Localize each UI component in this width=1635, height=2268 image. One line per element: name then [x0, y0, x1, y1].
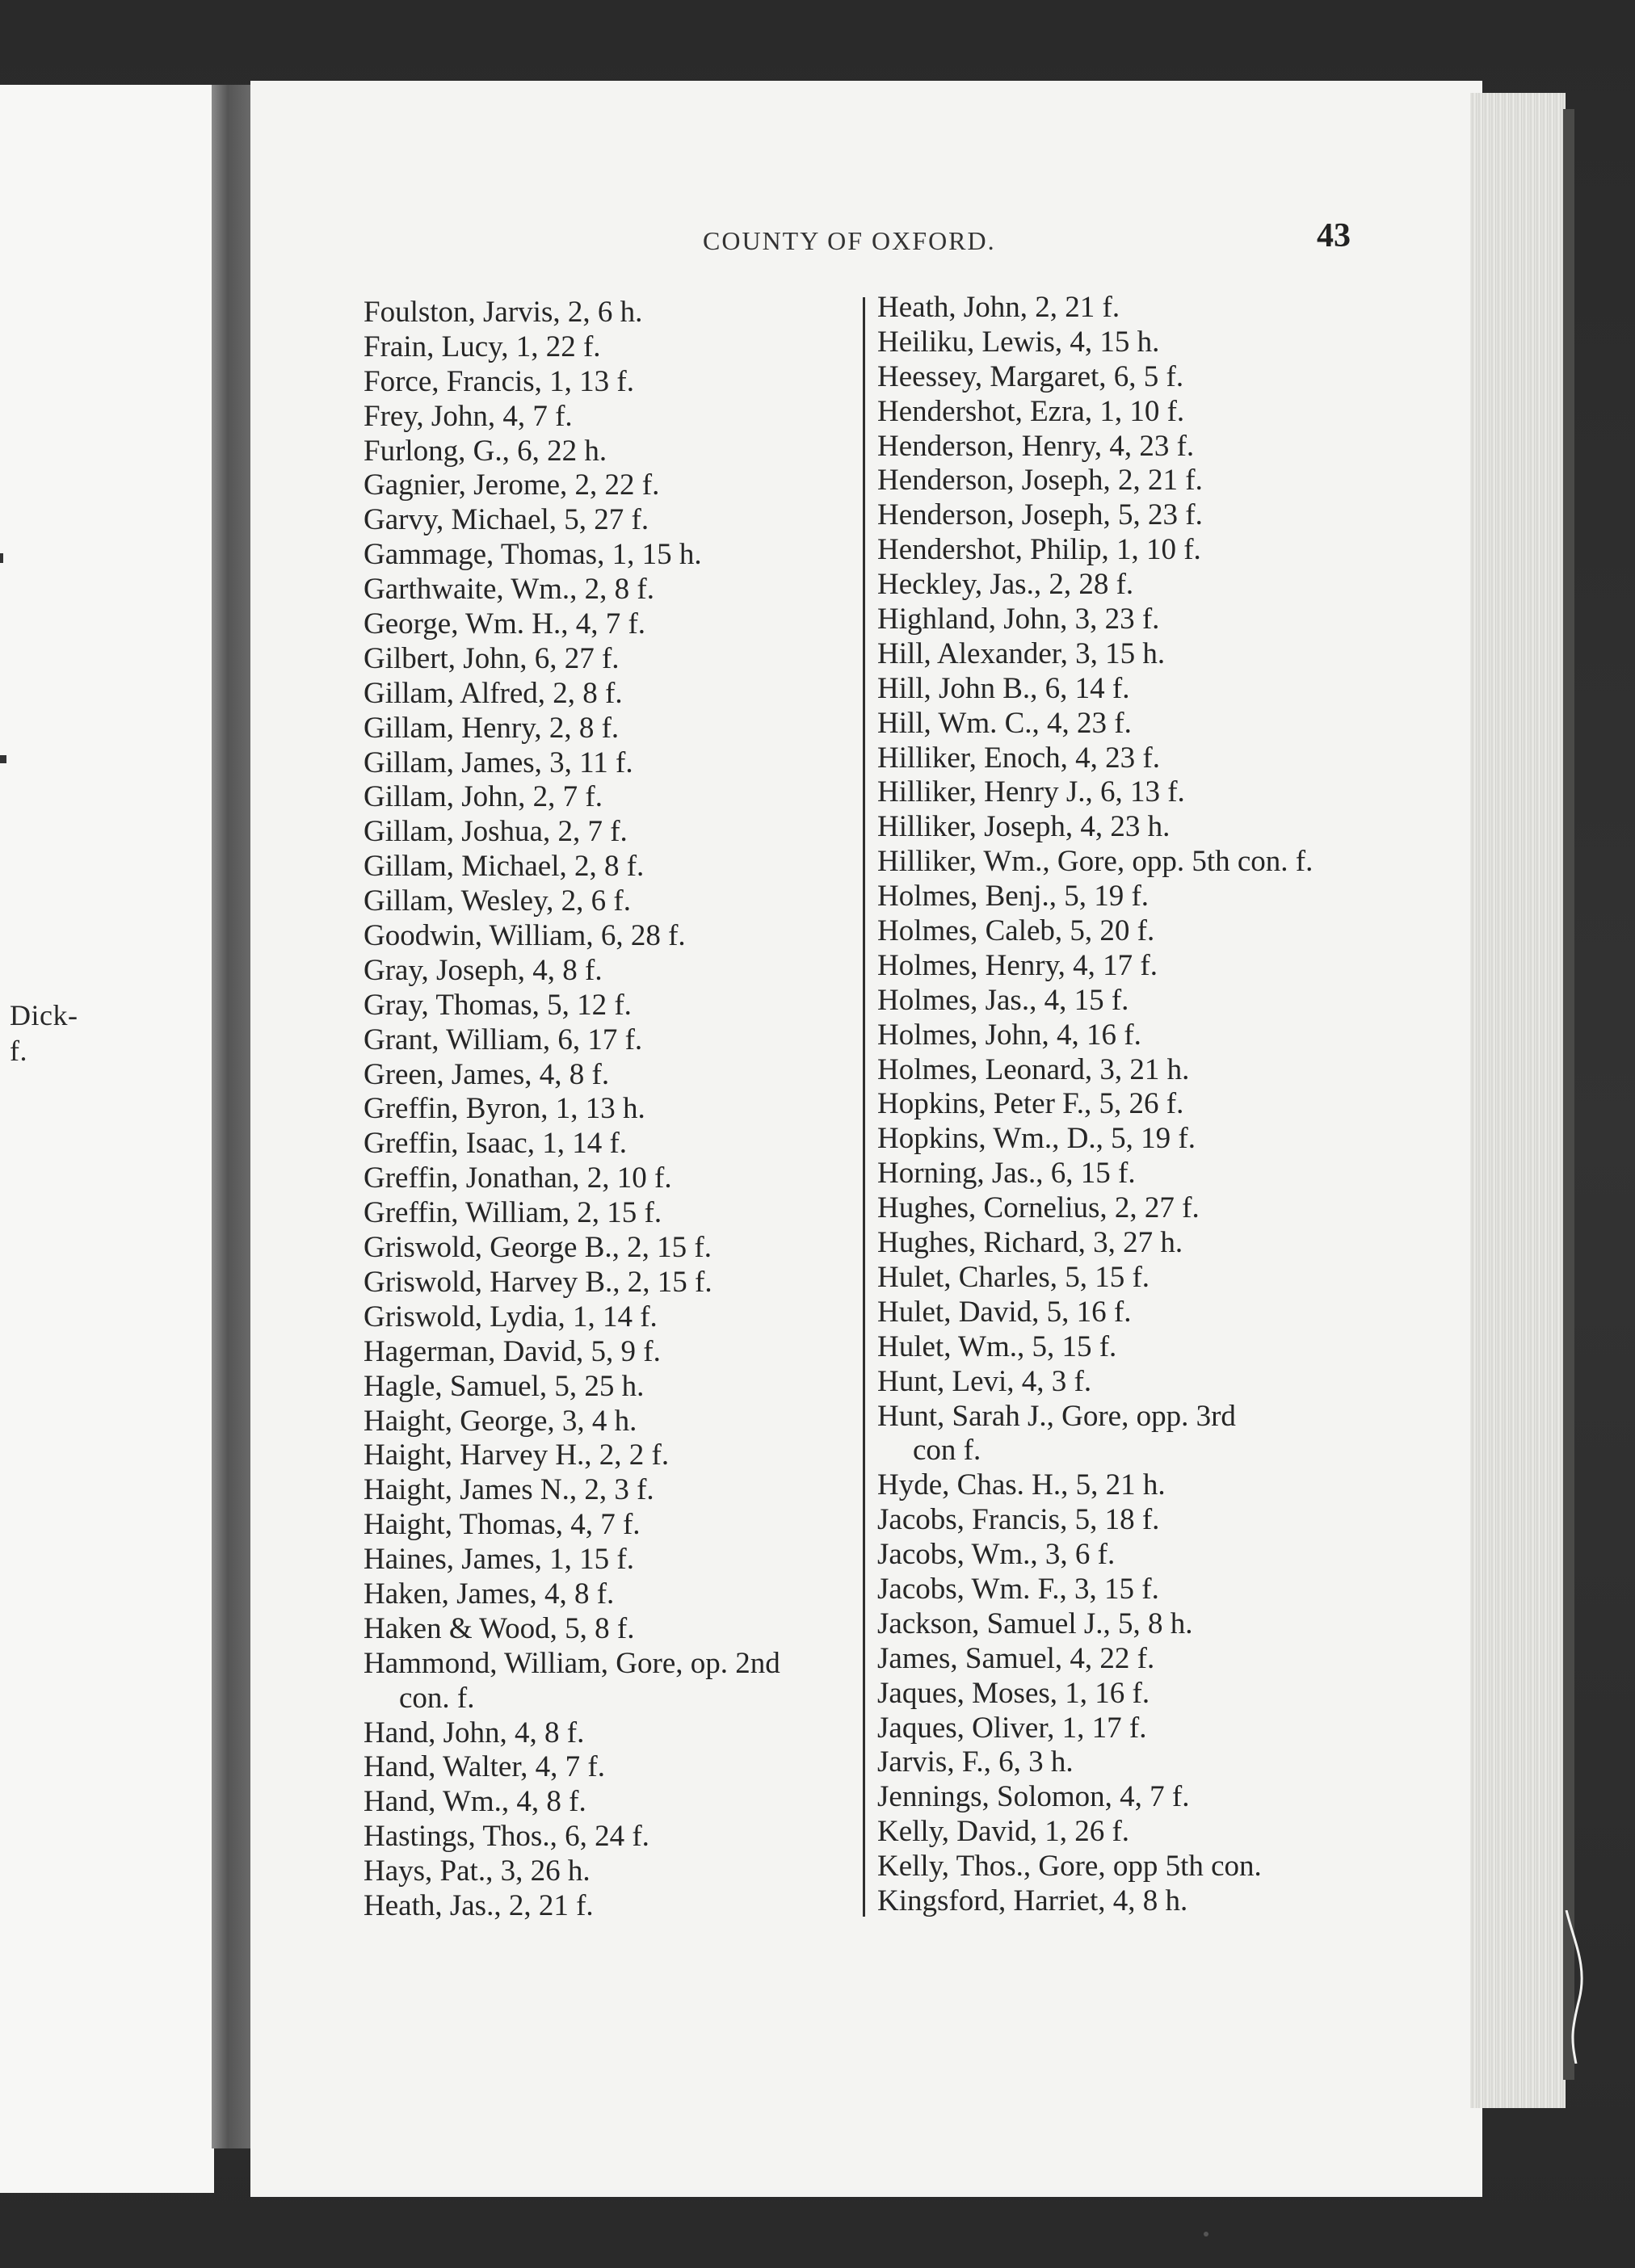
- directory-entry: Gillam, Michael, 2, 8 f.: [364, 850, 645, 884]
- directory-entry: Griswold, Harvey B., 2, 15 f.: [364, 1265, 712, 1299]
- directory-entry: Force, Francis, 1, 13 f.: [364, 364, 634, 398]
- ink-mark: [0, 755, 6, 763]
- directory-entry: Haight, Thomas, 4, 7 f.: [364, 1508, 641, 1542]
- directory-entry: Griswold, Lydia, 1, 14 f.: [364, 1300, 658, 1334]
- directory-entry: Heessey, Margaret, 6, 5 f.: [877, 359, 1184, 393]
- directory-entry: Hilliker, Wm., Gore, opp. 5th con. f.: [877, 845, 1313, 879]
- directory-entry: Hendershot, Philip, 1, 10 f.: [877, 533, 1201, 567]
- directory-entry: Gilbert, John, 6, 27 f.: [364, 641, 620, 675]
- directory-entry: Grant, William, 6, 17 f.: [364, 1023, 643, 1056]
- directory-entry: Hopkins, Peter F., 5, 26 f.: [877, 1087, 1184, 1121]
- directory-entry: Holmes, Leonard, 3, 21 h.: [877, 1052, 1190, 1086]
- directory-entry: Hulet, Charles, 5, 15 f.: [877, 1260, 1150, 1294]
- directory-entry: Hill, Alexander, 3, 15 h.: [877, 636, 1166, 670]
- directory-entry: Heckley, Jas., 2, 28 f.: [877, 568, 1134, 602]
- directory-entry: Hendershot, Ezra, 1, 10 f.: [877, 394, 1185, 428]
- directory-entry: Hand, Walter, 4, 7 f.: [364, 1750, 605, 1784]
- directory-entry: Hyde, Chas. H., 5, 21 h.: [877, 1468, 1166, 1502]
- directory-entry: Gillam, James, 3, 11 f.: [364, 746, 633, 779]
- directory-entry: Gagnier, Jerome, 2, 22 f.: [364, 468, 660, 502]
- directory-entry: Greffin, Byron, 1, 13 h.: [364, 1092, 645, 1126]
- directory-entry: Heiliku, Lewis, 4, 15 h.: [877, 325, 1160, 359]
- left-page-text-fragment: f.: [10, 1035, 27, 1067]
- directory-entry: Hunt, Levi, 4, 3 f.: [877, 1364, 1092, 1398]
- directory-entry: Jacobs, Wm. F., 3, 15 f.: [877, 1572, 1159, 1606]
- book-gutter: [212, 85, 252, 2148]
- directory-column-left: [364, 296, 848, 1924]
- directory-entry: Hill, Wm. C., 4, 23 f.: [877, 706, 1132, 740]
- directory-entry: Holmes, Caleb, 5, 20 f.: [877, 914, 1155, 948]
- page-header: [250, 216, 1482, 265]
- directory-entry: Hunt, Sarah J., Gore, opp. 3rd: [877, 1399, 1236, 1433]
- column-divider: [863, 297, 865, 1917]
- directory-entry: Hulet, Wm., 5, 15 f.: [877, 1329, 1117, 1363]
- directory-entry: Holmes, Benj., 5, 19 f.: [877, 880, 1150, 914]
- directory-entry: Gillam, Joshua, 2, 7 f.: [364, 815, 628, 849]
- running-title: COUNTY OF OXFORD.: [703, 226, 996, 255]
- directory-entry: Garvy, Michael, 5, 27 f.: [364, 503, 649, 537]
- directory-entry: Holmes, John, 4, 16 f.: [877, 1018, 1141, 1052]
- directory-entry: Gray, Thomas, 5, 12 f.: [364, 988, 632, 1022]
- directory-entry: Hilliker, Enoch, 4, 23 f.: [877, 741, 1160, 775]
- directory-entry: Hagle, Samuel, 5, 25 h.: [364, 1369, 645, 1403]
- directory-entry: Green, James, 4, 8 f.: [364, 1057, 610, 1091]
- directory-entry: Jaques, Oliver, 1, 17 f.: [877, 1711, 1147, 1745]
- page-edges: [1470, 93, 1566, 2108]
- directory-entry: Jaques, Moses, 1, 16 f.: [877, 1676, 1150, 1710]
- directory-entry: Furlong, G., 6, 22 h.: [364, 434, 607, 468]
- directory-entry: Hand, John, 4, 8 f.: [364, 1716, 585, 1749]
- directory-entry: Haines, James, 1, 15 f.: [364, 1543, 634, 1577]
- directory-entry: Greffin, Isaac, 1, 14 f.: [364, 1127, 628, 1161]
- directory-entry: Greffin, Jonathan, 2, 10 f.: [364, 1161, 672, 1195]
- directory-entry: Jacobs, Francis, 5, 18 f.: [877, 1503, 1160, 1537]
- directory-entry: Foulston, Jarvis, 2, 6 h.: [364, 296, 643, 329]
- directory-entry: Jarvis, F., 6, 3 h.: [877, 1745, 1074, 1779]
- directory-entry: Frain, Lucy, 1, 22 f.: [364, 330, 601, 363]
- directory-entry: Holmes, Jas., 4, 15 f.: [877, 983, 1129, 1017]
- directory-entry: Haken, James, 4, 8 f.: [364, 1577, 615, 1611]
- directory-entry: Griswold, George B., 2, 15 f.: [364, 1231, 712, 1265]
- directory-entry: Hays, Pat., 3, 26 h.: [364, 1854, 591, 1888]
- directory-entry: Haken & Wood, 5, 8 f.: [364, 1611, 635, 1645]
- directory-entry: Kelly, David, 1, 26 f.: [877, 1815, 1130, 1849]
- directory-entry: Hughes, Cornelius, 2, 27 f.: [877, 1191, 1200, 1225]
- directory-entry: James, Samuel, 4, 22 f.: [877, 1641, 1155, 1675]
- directory-entry: Heath, Jas., 2, 21 f.: [364, 1888, 594, 1922]
- directory-entry: con f.: [913, 1434, 981, 1468]
- directory-entry: Kelly, Thos., Gore, opp 5th con.: [877, 1850, 1262, 1884]
- directory-entry: Hilliker, Henry J., 6, 13 f.: [877, 775, 1185, 809]
- directory-entry: con. f.: [399, 1681, 475, 1715]
- directory-entry: Goodwin, William, 6, 28 f.: [364, 919, 686, 953]
- directory-entry: Hagerman, David, 5, 9 f.: [364, 1334, 661, 1368]
- directory-entry: Haight, Harvey H., 2, 2 f.: [364, 1438, 670, 1472]
- left-page-text-fragment: Dick-: [10, 999, 78, 1031]
- directory-entry: Hughes, Richard, 3, 27 h.: [877, 1226, 1183, 1260]
- directory-entry: Kingsford, Harriet, 4, 8 h.: [877, 1884, 1188, 1917]
- directory-entry: Henderson, Henry, 4, 23 f.: [877, 429, 1195, 463]
- directory-entry: Garthwaite, Wm., 2, 8 f.: [364, 573, 654, 607]
- directory-entry: George, Wm. H., 4, 7 f.: [364, 607, 646, 641]
- directory-entry: Hopkins, Wm., D., 5, 19 f.: [877, 1122, 1196, 1156]
- page-edge-shadow: [1563, 109, 1574, 2080]
- directory-entry: Horning, Jas., 6, 15 f.: [877, 1157, 1136, 1191]
- directory-entry: Haight, James N., 2, 3 f.: [364, 1473, 654, 1507]
- directory-entry: Gillam, Alfred, 2, 8 f.: [364, 676, 623, 710]
- directory-column-right: [877, 291, 1443, 1919]
- directory-entry: Hulet, David, 5, 16 f.: [877, 1295, 1132, 1329]
- directory-entry: Hand, Wm., 4, 8 f.: [364, 1785, 586, 1819]
- directory-entry: Hilliker, Joseph, 4, 23 h.: [877, 810, 1171, 844]
- directory-entry: Hastings, Thos., 6, 24 f.: [364, 1820, 649, 1854]
- ink-mark: [0, 553, 3, 563]
- directory-entry: Gillam, Henry, 2, 8 f.: [364, 711, 620, 745]
- page-number: 43: [1317, 217, 1351, 254]
- directory-entry: Gammage, Thomas, 1, 15 h.: [364, 538, 702, 572]
- directory-entry: Gray, Joseph, 4, 8 f.: [364, 953, 603, 987]
- directory-entry: Holmes, Henry, 4, 17 f.: [877, 948, 1158, 982]
- directory-entry: Frey, John, 4, 7 f.: [364, 399, 573, 433]
- directory-entry: Hill, John B., 6, 14 f.: [877, 671, 1130, 705]
- directory-entry: Hammond, William, Gore, op. 2nd: [364, 1646, 780, 1680]
- directory-entry: Heath, John, 2, 21 f.: [877, 291, 1120, 324]
- page-tear-line: [1563, 1910, 1595, 2064]
- directory-entry: Henderson, Joseph, 5, 23 f.: [877, 498, 1203, 532]
- directory-entry: Highland, John, 3, 23 f.: [877, 603, 1160, 636]
- directory-entry: Jacobs, Wm., 3, 6 f.: [877, 1538, 1116, 1572]
- directory-entry: Haight, George, 3, 4 h.: [364, 1404, 637, 1438]
- paper-speck: [1204, 2232, 1208, 2236]
- directory-entry: Gillam, Wesley, 2, 6 f.: [364, 884, 631, 918]
- directory-entry: Jackson, Samuel J., 5, 8 h.: [877, 1606, 1193, 1640]
- left-page-edge: [0, 85, 214, 2193]
- directory-entry: Jennings, Solomon, 4, 7 f.: [877, 1780, 1190, 1814]
- directory-entry: Greffin, William, 2, 15 f.: [364, 1196, 662, 1230]
- directory-entry: Henderson, Joseph, 2, 21 f.: [877, 464, 1203, 498]
- directory-entry: Gillam, John, 2, 7 f.: [364, 780, 603, 814]
